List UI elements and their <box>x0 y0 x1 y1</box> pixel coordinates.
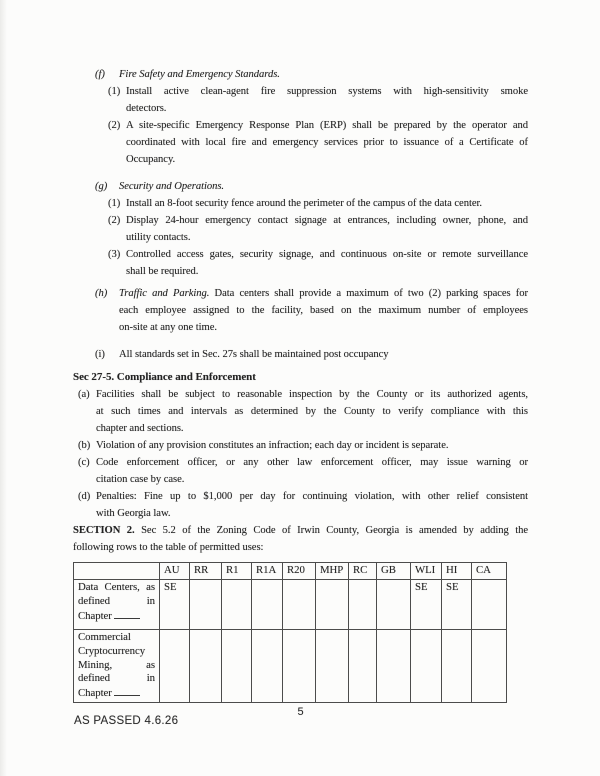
page-footer <box>73 704 528 734</box>
page-number: 5 <box>297 705 304 718</box>
item-a <box>78 386 528 437</box>
table-cell <box>411 630 442 703</box>
table-cell <box>472 630 507 703</box>
blank-line <box>114 609 140 619</box>
item-g-1 <box>108 195 528 212</box>
item-d-text <box>96 488 528 522</box>
section-f <box>73 66 528 168</box>
text-line <box>119 285 528 302</box>
text-line: Code enforcement officer, or any other law enforcement officer, may issue warning or <box>96 457 528 468</box>
text-line: A site-specific Emergency Response Plan (ERP) shall be prepared by the operator and <box>126 120 528 131</box>
item-d <box>78 488 528 522</box>
item-f-1 <box>108 83 528 117</box>
item-f-1-marker: (1) <box>108 86 121 97</box>
item-f-2-text <box>126 117 528 168</box>
table-header-row <box>74 563 507 580</box>
table-cell <box>472 580 507 630</box>
text-line: Display 24-hour emergency contact signage at entrances, including owner, phone, and <box>126 215 528 226</box>
text-line: each employee assigned to the facility, based on the maximum number of employees <box>119 305 528 316</box>
text-line <box>73 522 528 539</box>
text-line: Install an 8-foot security fence around the perimeter of the campus of the data center. <box>126 198 482 209</box>
row-label-text: Data Centers, as defined in Chapter <box>78 581 155 622</box>
row-label-text: Commercial Cryptocurrency Mining, as defined in Chapter <box>78 631 155 700</box>
table-cell <box>222 630 252 703</box>
item-h <box>95 285 528 336</box>
fire-safety-heading: Fire Safety and Emergency Standards. <box>119 69 280 80</box>
item-i-marker: (i) <box>95 349 105 360</box>
table-cell <box>442 630 472 703</box>
item-g-3 <box>108 246 528 280</box>
item-b-marker: (b) <box>78 440 91 451</box>
text-line: detectors. <box>126 103 167 114</box>
item-g-3-marker: (3) <box>108 249 121 260</box>
text-line: Install active clean-agent fire suppression systems with high-sensitivity smoke <box>126 86 528 97</box>
item-g-2 <box>108 212 528 246</box>
table-cell <box>252 580 283 630</box>
header-cell: MHP <box>316 563 349 580</box>
text-line: shall be required. <box>126 266 199 277</box>
header-cell: GB <box>377 563 411 580</box>
item-i-text <box>119 346 528 363</box>
table-cell <box>222 580 252 630</box>
text-line: utility contacts. <box>126 232 191 243</box>
text-line: Controlled access gates, security signage, and continuous on-site or remote surveillance <box>126 249 528 260</box>
table-row <box>74 630 507 703</box>
item-g <box>95 178 528 195</box>
text-line: with Georgia law. <box>96 508 171 519</box>
item-f-1-text <box>126 83 528 117</box>
table-cell <box>160 630 190 703</box>
item-g-3-text <box>126 246 528 280</box>
as-passed-stamp: AS PASSED 4.6.26 <box>74 714 179 727</box>
table-cell <box>316 580 349 630</box>
item-c-marker: (c) <box>78 457 90 468</box>
item-c-text <box>96 454 528 488</box>
header-cell: WLI <box>411 563 442 580</box>
item-f-2-marker: (2) <box>108 120 121 131</box>
table-row <box>74 580 507 630</box>
text-line: coordinated with local fire and emergency services prior to issuance of a Certificate of <box>126 137 528 148</box>
text-line: chapter and sections. <box>96 423 184 434</box>
text-line: All standards set in Sec. 27s shall be maintained post occupancy <box>119 349 389 360</box>
row-label-data-centers <box>74 580 160 630</box>
header-cell: RR <box>190 563 222 580</box>
table-cell <box>377 630 411 703</box>
table-cell <box>316 630 349 703</box>
section-2-label: SECTION 2. <box>73 525 135 536</box>
item-i <box>95 346 528 363</box>
text-line: Penalties: Fine up to $1,000 per day for continuing violation, with other relief consistent <box>96 491 528 502</box>
table-cell <box>349 630 377 703</box>
item-f-marker: (f) <box>95 69 105 80</box>
table-cell <box>283 580 316 630</box>
item-g-marker: (g) <box>95 181 108 192</box>
item-d-marker: (d) <box>78 491 91 502</box>
item-g-2-text <box>126 212 528 246</box>
header-cell: R1A <box>252 563 283 580</box>
table-cell <box>377 580 411 630</box>
item-h-text <box>119 285 528 336</box>
section-g <box>73 178 528 280</box>
item-b <box>78 437 528 454</box>
section-2-first-line: Sec 5.2 of the Zoning Code of Irwin County, Georgia is amended by adding the <box>141 525 528 536</box>
header-cell-blank <box>74 563 160 580</box>
header-cell: AU <box>160 563 190 580</box>
text-line: at such times and intervals as determined by the County to verify compliance with this <box>96 406 528 417</box>
text-line: Violation of any provision constitutes an infraction; each day or incident is separate. <box>96 440 449 451</box>
table-cell: SE <box>411 580 442 630</box>
section-h <box>73 285 528 336</box>
item-c <box>78 454 528 488</box>
row-label-crypto-mining <box>74 630 160 703</box>
text-line: on-site at any one time. <box>119 322 217 333</box>
item-g-1-text <box>126 195 528 212</box>
scan-edge-artifact <box>0 0 7 776</box>
table-cell <box>190 630 222 703</box>
section-i <box>73 346 528 363</box>
table-cell: SE <box>442 580 472 630</box>
item-g-2-marker: (2) <box>108 215 121 226</box>
item-b-text <box>96 437 528 454</box>
header-cell: RC <box>349 563 377 580</box>
header-cell: HI <box>442 563 472 580</box>
traffic-parking-lead: Traffic and Parking. <box>119 288 210 299</box>
item-h-marker: (h) <box>95 288 108 299</box>
item-a-marker: (a) <box>78 389 90 400</box>
table-cell <box>349 580 377 630</box>
item-h-rest <box>119 302 528 336</box>
item-g-1-marker: (1) <box>108 198 121 209</box>
table-cell: SE <box>160 580 190 630</box>
table-cell <box>283 630 316 703</box>
permitted-uses-table <box>73 562 507 703</box>
header-cell: CA <box>472 563 507 580</box>
security-operations-heading: Security and Operations. <box>119 181 225 192</box>
traffic-parking-first-line: Data centers shall provide a maximum of two (2) parking spaces for <box>214 288 528 299</box>
page-content <box>73 66 528 734</box>
item-f-2 <box>108 117 528 168</box>
table-cell <box>190 580 222 630</box>
section-2-paragraph <box>73 522 528 556</box>
text-line: Occupancy. <box>126 154 176 165</box>
text-line: Facilities shall be subject to reasonable inspection by the County or its authorized agents, <box>96 389 528 400</box>
sec-27-5-heading: Sec 27-5. Compliance and Enforcement <box>73 371 256 383</box>
header-cell: R1 <box>222 563 252 580</box>
compliance-list <box>73 386 528 522</box>
table-cell <box>252 630 283 703</box>
header-cell: R20 <box>283 563 316 580</box>
item-f <box>95 66 528 83</box>
item-a-text <box>96 386 528 437</box>
section-2-last-line: following rows to the table of permitted uses: <box>73 542 264 553</box>
blank-line <box>114 686 140 696</box>
text-line: citation case by case. <box>96 474 185 485</box>
